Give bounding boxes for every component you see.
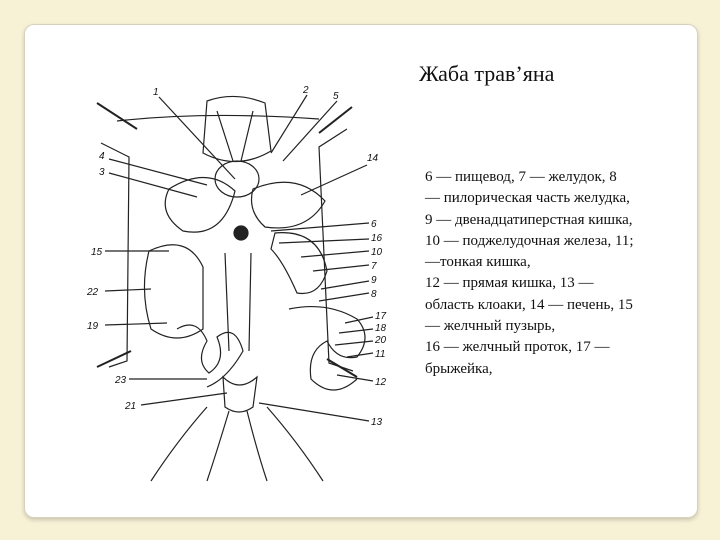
leader-13 — [259, 403, 369, 421]
leader-18 — [339, 329, 373, 333]
label-1: 1 — [153, 87, 159, 98]
cloaca — [223, 377, 257, 412]
label-7: 7 — [371, 261, 377, 272]
label-20: 20 — [375, 335, 387, 346]
toad-dissection-drawing — [57, 61, 397, 501]
label-21: 21 — [125, 401, 137, 412]
label-10: 10 — [371, 247, 383, 258]
liver-left-lobe — [165, 177, 235, 232]
caption-line: 6 — пищевод, 7 — желудок, 8 — [425, 169, 617, 185]
leader-3 — [109, 173, 197, 197]
label-11: 11 — [375, 349, 386, 360]
caption-line: — пилорическая часть желудка, — [425, 190, 630, 207]
leader-21 — [141, 393, 227, 405]
leader-20 — [335, 341, 373, 345]
caption-line: область клоаки, 14 — печень, 15 — [425, 296, 633, 313]
leader-9 — [321, 281, 369, 289]
label-19: 19 — [87, 321, 99, 332]
label-16: 16 — [371, 233, 383, 244]
caption-line: 12 — прямая кишка, 13 — — [425, 275, 594, 292]
label-13: 13 — [371, 417, 383, 428]
head-region — [203, 96, 271, 161]
label-12: 12 — [375, 377, 387, 388]
upper-skin-edge — [117, 115, 319, 121]
leader-14 — [301, 165, 367, 195]
jaw-muscles — [217, 111, 253, 161]
label-8: 8 — [371, 289, 377, 300]
leader-5 — [283, 101, 337, 161]
leader-10 — [301, 251, 369, 257]
caption-line: 16 — желчный проток, 17 — — [425, 339, 610, 356]
label-3: 3 — [99, 167, 105, 178]
caption-line: —тонкая кишка, — [425, 254, 531, 271]
label-9: 9 — [371, 275, 377, 286]
label-15: 15 — [91, 247, 103, 258]
label-18: 18 — [375, 323, 387, 334]
label-22: 22 — [87, 287, 99, 298]
label-4: 4 — [99, 151, 105, 162]
right-skin-flap — [319, 129, 353, 371]
gall-bladder — [234, 226, 248, 240]
label-14: 14 — [367, 153, 379, 164]
leader-19 — [105, 323, 167, 325]
label-17: 17 — [375, 311, 387, 322]
caption-line: 9 — двенадцатиперстная кишка, — [425, 211, 633, 228]
leader-4 — [109, 159, 207, 185]
small-intestine — [177, 325, 243, 387]
slide — [24, 24, 698, 518]
label-23: 23 — [115, 375, 127, 386]
label-2: 2 — [303, 85, 309, 96]
label-5: 5 — [333, 91, 339, 102]
pin-bottom-left — [97, 351, 131, 367]
left-skin-flap — [101, 143, 129, 367]
slide-title: Жаба трав’яна — [419, 61, 555, 86]
caption-line: — желчный пузырь, — [425, 318, 556, 335]
leader-1 — [159, 97, 235, 179]
pin-bottom-right — [327, 359, 357, 377]
pin-top-left — [97, 103, 137, 129]
leader-2 — [271, 95, 307, 153]
leader-7 — [313, 265, 369, 271]
toad-anatomy-figure — [57, 61, 397, 501]
caption-line: 10 — поджелудочная железа, 11; — [425, 232, 634, 249]
kidneys — [225, 253, 251, 351]
caption-line: брыжейка, — [425, 360, 493, 377]
hind-legs — [151, 407, 323, 481]
legs-inner — [207, 411, 267, 481]
label-6: 6 — [371, 219, 377, 230]
caption — [425, 167, 685, 380]
